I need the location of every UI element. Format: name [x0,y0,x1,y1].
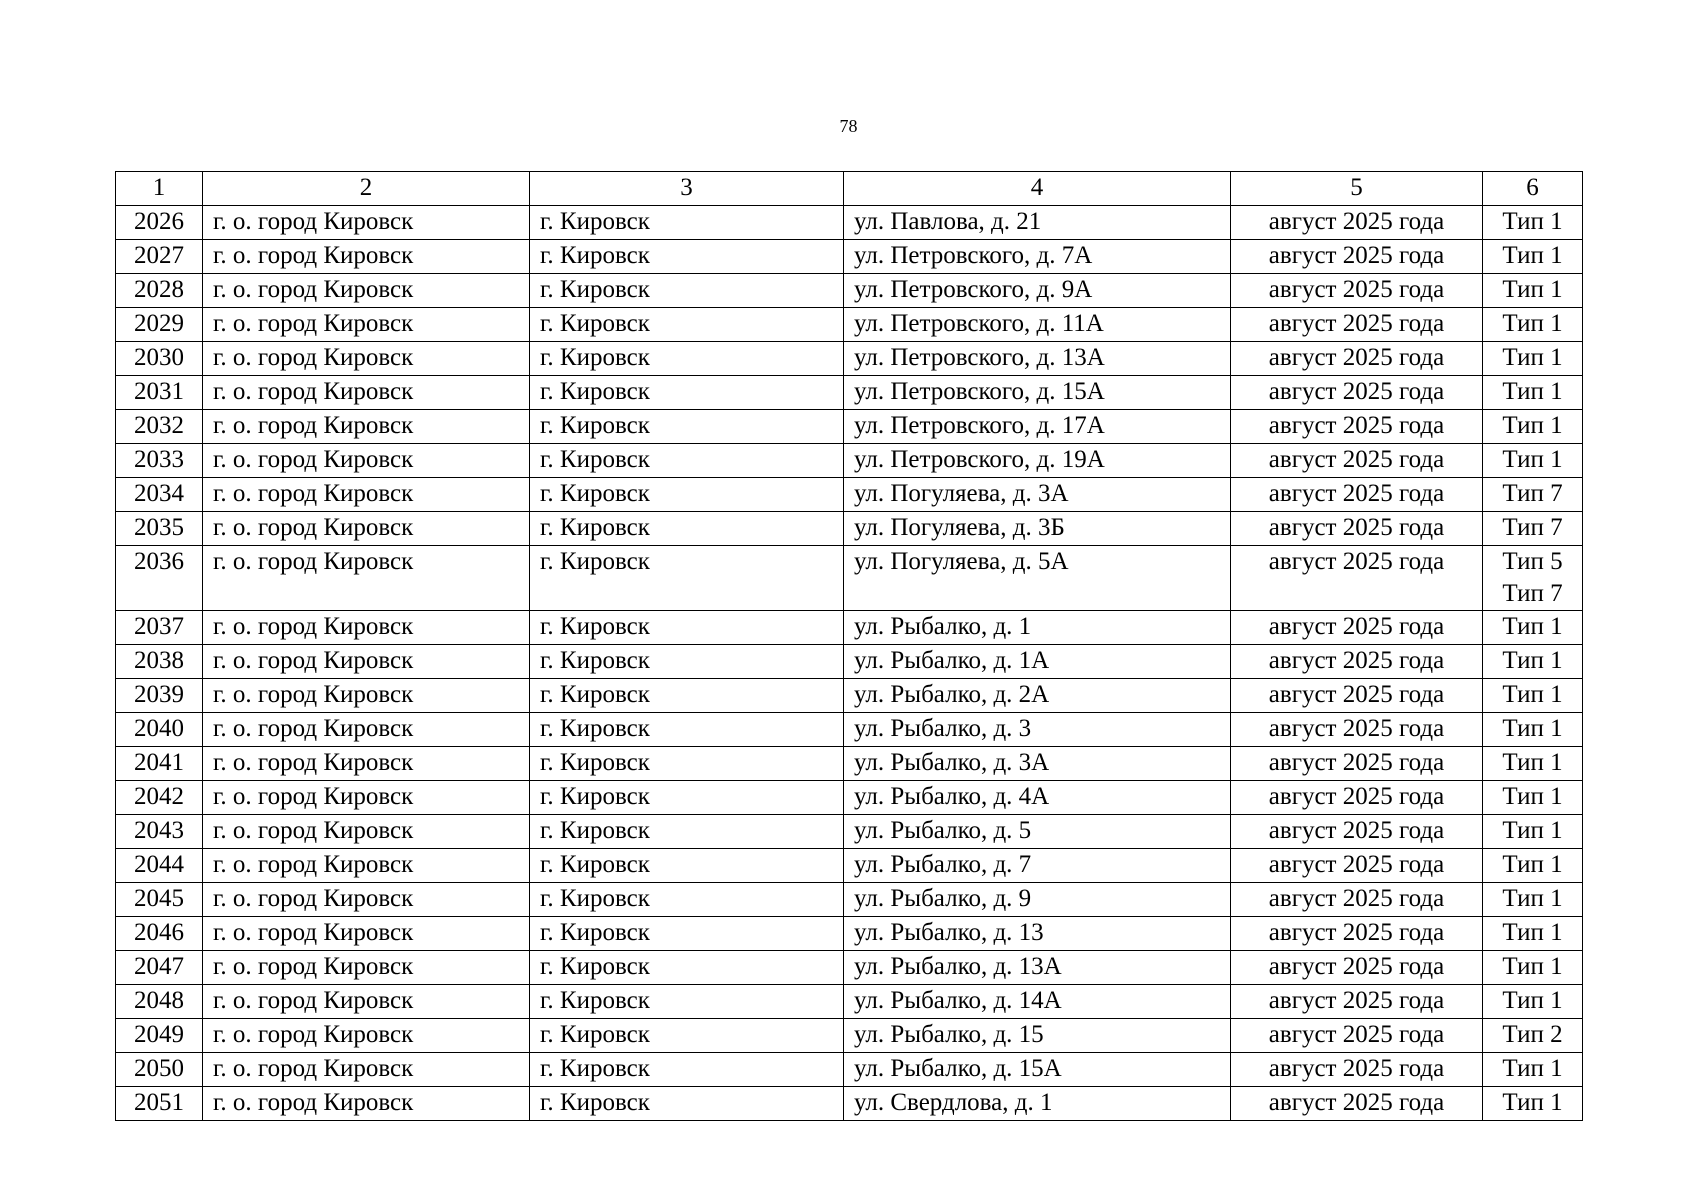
district-cell: г. о. город Кировск [203,410,530,444]
table-row [116,546,1583,611]
type-cell [1483,883,1583,917]
table-row [116,917,1583,951]
address-cell: ул. Рыбалко, д. 1А [844,645,1231,679]
address-cell: ул. Рыбалко, д. 4А [844,781,1231,815]
locality-cell: г. Кировск [530,611,844,645]
row-number-cell: 2042 [116,781,203,815]
date-cell: август 2025 года [1231,815,1483,849]
type-cell [1483,240,1583,274]
table-row [116,444,1583,478]
date-cell: август 2025 года [1231,342,1483,376]
address-cell: ул. Рыбалко, д. 15А [844,1053,1231,1087]
date-cell: август 2025 года [1231,611,1483,645]
type-cell [1483,679,1583,713]
district-cell: г. о. город Кировск [203,883,530,917]
type-label: Тип 7 [1502,514,1563,541]
type-cell [1483,206,1583,240]
district-cell: г. о. город Кировск [203,611,530,645]
district-cell: г. о. город Кировск [203,478,530,512]
type-cell [1483,781,1583,815]
address-cell: ул. Рыбалко, д. 2А [844,679,1231,713]
type-label: Тип 1 [1502,1089,1563,1116]
locality-cell: г. Кировск [530,1053,844,1087]
table-row [116,1087,1583,1121]
type-cell [1483,1019,1583,1053]
locality-cell: г. Кировск [530,546,844,611]
district-cell: г. о. город Кировск [203,815,530,849]
type-label: Тип 1 [1502,344,1563,371]
table-row [116,951,1583,985]
table-row [116,274,1583,308]
date-cell: август 2025 года [1231,781,1483,815]
type-label: Тип 1 [1502,378,1563,405]
locality-cell: г. Кировск [530,645,844,679]
address-cell: ул. Свердлова, д. 1 [844,1087,1231,1121]
type-cell [1483,951,1583,985]
type-cell [1483,512,1583,546]
row-number-cell: 2029 [116,308,203,342]
table-row [116,308,1583,342]
date-cell: август 2025 года [1231,747,1483,781]
table-row [116,985,1583,1019]
address-cell: ул. Рыбалко, д. 5 [844,815,1231,849]
type-label: Тип 1 [1502,783,1563,810]
district-cell: г. о. город Кировск [203,747,530,781]
type-cell [1483,985,1583,1019]
locality-cell: г. Кировск [530,1019,844,1053]
locality-cell: г. Кировск [530,376,844,410]
column-header: 2 [203,172,530,206]
row-number-cell: 2034 [116,478,203,512]
type-label: Тип 1 [1502,987,1563,1014]
type-label: Тип 1 [1502,1055,1563,1082]
type-cell [1483,713,1583,747]
district-cell: г. о. город Кировск [203,985,530,1019]
row-number-cell: 2028 [116,274,203,308]
table-row [116,883,1583,917]
table-row [116,240,1583,274]
row-number-cell: 2044 [116,849,203,883]
locality-cell: г. Кировск [530,815,844,849]
type-cell [1483,917,1583,951]
district-cell: г. о. город Кировск [203,308,530,342]
district-cell: г. о. город Кировск [203,274,530,308]
address-cell: ул. Рыбалко, д. 14А [844,985,1231,1019]
type-label: Тип 1 [1502,681,1563,708]
address-cell: ул. Рыбалко, д. 15 [844,1019,1231,1053]
type-cell [1483,747,1583,781]
locality-cell: г. Кировск [530,240,844,274]
table-row [116,747,1583,781]
row-number-cell: 2037 [116,611,203,645]
type-label: Тип 1 [1502,310,1563,337]
row-number-cell: 2033 [116,444,203,478]
address-table [115,171,1583,1121]
type-cell [1483,1053,1583,1087]
row-number-cell: 2049 [116,1019,203,1053]
address-cell: ул. Петровского, д. 13А [844,342,1231,376]
address-cell: ул. Петровского, д. 9А [844,274,1231,308]
address-cell: ул. Петровского, д. 7А [844,240,1231,274]
locality-cell: г. Кировск [530,985,844,1019]
date-cell: август 2025 года [1231,546,1483,611]
date-cell: август 2025 года [1231,849,1483,883]
type-label: Тип 1 [1502,817,1563,844]
row-number-cell: 2035 [116,512,203,546]
type-label: Тип 1 [1502,715,1563,742]
date-cell: август 2025 года [1231,883,1483,917]
type-label: Тип 1 [1502,647,1563,674]
locality-cell: г. Кировск [530,512,844,546]
date-cell: август 2025 года [1231,1019,1483,1053]
row-number-cell: 2039 [116,679,203,713]
table-row [116,206,1583,240]
district-cell: г. о. город Кировск [203,240,530,274]
date-cell: август 2025 года [1231,985,1483,1019]
type-cell [1483,815,1583,849]
table-row [116,713,1583,747]
district-cell: г. о. город Кировск [203,1019,530,1053]
column-header: 1 [116,172,203,206]
table-row [116,611,1583,645]
locality-cell: г. Кировск [530,679,844,713]
date-cell: август 2025 года [1231,240,1483,274]
locality-cell: г. Кировск [530,883,844,917]
row-number-cell: 2031 [116,376,203,410]
address-cell: ул. Погуляева, д. 3Б [844,512,1231,546]
district-cell: г. о. город Кировск [203,781,530,815]
locality-cell: г. Кировск [530,342,844,376]
district-cell: г. о. город Кировск [203,951,530,985]
address-cell: ул. Погуляева, д. 5А [844,546,1231,611]
type-label: Тип 1 [1502,613,1563,640]
row-number-cell: 2050 [116,1053,203,1087]
table-row [116,342,1583,376]
column-number-row [116,172,1583,206]
type-cell [1483,444,1583,478]
row-number-cell: 2047 [116,951,203,985]
district-cell: г. о. город Кировск [203,645,530,679]
column-header: 4 [844,172,1231,206]
row-number-cell: 2030 [116,342,203,376]
district-cell: г. о. город Кировск [203,512,530,546]
district-cell: г. о. город Кировск [203,1053,530,1087]
locality-cell: г. Кировск [530,274,844,308]
type-label: Тип 2 [1502,1021,1563,1048]
type-cell [1483,849,1583,883]
column-header: 3 [530,172,844,206]
table-row [116,410,1583,444]
table-row [116,679,1583,713]
row-number-cell: 2045 [116,883,203,917]
date-cell: август 2025 года [1231,376,1483,410]
type-label: Тип 1 [1502,749,1563,776]
locality-cell: г. Кировск [530,713,844,747]
type-label: Тип 5 [1502,548,1563,575]
district-cell: г. о. город Кировск [203,849,530,883]
table-row [116,376,1583,410]
date-cell: август 2025 года [1231,274,1483,308]
table-row [116,645,1583,679]
locality-cell: г. Кировск [530,410,844,444]
address-cell: ул. Погуляева, д. 3А [844,478,1231,512]
type-label: Тип 1 [1502,919,1563,946]
date-cell: август 2025 года [1231,917,1483,951]
locality-cell: г. Кировск [530,1087,844,1121]
type-cell [1483,410,1583,444]
table-row [116,849,1583,883]
table-row [116,478,1583,512]
type-cell [1483,1087,1583,1121]
row-number-cell: 2040 [116,713,203,747]
locality-cell: г. Кировск [530,917,844,951]
date-cell: август 2025 года [1231,713,1483,747]
row-number-cell: 2032 [116,410,203,444]
row-number-cell: 2038 [116,645,203,679]
locality-cell: г. Кировск [530,308,844,342]
district-cell: г. о. город Кировск [203,679,530,713]
address-cell: ул. Петровского, д. 15А [844,376,1231,410]
district-cell: г. о. город Кировск [203,713,530,747]
type-label: Тип 1 [1502,412,1563,439]
locality-cell: г. Кировск [530,951,844,985]
district-cell: г. о. город Кировск [203,917,530,951]
locality-cell: г. Кировск [530,206,844,240]
date-cell: август 2025 года [1231,478,1483,512]
row-number-cell: 2041 [116,747,203,781]
type-cell [1483,645,1583,679]
date-cell: август 2025 года [1231,951,1483,985]
address-cell: ул. Павлова, д. 21 [844,206,1231,240]
date-cell: август 2025 года [1231,1087,1483,1121]
type-label: Тип 1 [1502,242,1563,269]
column-header: 5 [1231,172,1483,206]
type-cell [1483,611,1583,645]
type-label: Тип 1 [1502,851,1563,878]
type-label: Тип 7 [1502,580,1563,607]
address-cell: ул. Рыбалко, д. 13А [844,951,1231,985]
row-number-cell: 2027 [116,240,203,274]
address-cell: ул. Рыбалко, д. 9 [844,883,1231,917]
type-label: Тип 1 [1502,208,1563,235]
page-number: 78 [839,116,858,136]
row-number-cell: 2036 [116,546,203,611]
type-cell [1483,274,1583,308]
type-cell [1483,546,1583,611]
type-label: Тип 1 [1502,953,1563,980]
type-label: Тип 1 [1502,276,1563,303]
address-cell: ул. Рыбалко, д. 3 [844,713,1231,747]
table-row [116,1019,1583,1053]
district-cell: г. о. город Кировск [203,1087,530,1121]
date-cell: август 2025 года [1231,410,1483,444]
address-cell: ул. Петровского, д. 11А [844,308,1231,342]
date-cell: август 2025 года [1231,1053,1483,1087]
table-row [116,1053,1583,1087]
address-cell: ул. Петровского, д. 17А [844,410,1231,444]
date-cell: август 2025 года [1231,206,1483,240]
locality-cell: г. Кировск [530,781,844,815]
type-label: Тип 7 [1502,480,1563,507]
address-cell: ул. Рыбалко, д. 7 [844,849,1231,883]
date-cell: август 2025 года [1231,679,1483,713]
locality-cell: г. Кировск [530,747,844,781]
date-cell: август 2025 года [1231,645,1483,679]
address-cell: ул. Рыбалко, д. 3А [844,747,1231,781]
locality-cell: г. Кировск [530,849,844,883]
district-cell: г. о. город Кировск [203,444,530,478]
row-number-cell: 2051 [116,1087,203,1121]
table-row [116,781,1583,815]
date-cell: август 2025 года [1231,512,1483,546]
address-cell: ул. Петровского, д. 19А [844,444,1231,478]
address-cell: ул. Рыбалко, д. 13 [844,917,1231,951]
type-label: Тип 1 [1502,446,1563,473]
table-row [116,815,1583,849]
district-cell: г. о. город Кировск [203,546,530,611]
type-cell [1483,342,1583,376]
row-number-cell: 2048 [116,985,203,1019]
date-cell: август 2025 года [1231,444,1483,478]
address-cell: ул. Рыбалко, д. 1 [844,611,1231,645]
table-body [116,206,1583,1121]
district-cell: г. о. город Кировск [203,342,530,376]
date-cell: август 2025 года [1231,308,1483,342]
column-header: 6 [1483,172,1583,206]
locality-cell: г. Кировск [530,478,844,512]
row-number-cell: 2026 [116,206,203,240]
locality-cell: г. Кировск [530,444,844,478]
table-row [116,512,1583,546]
row-number-cell: 2043 [116,815,203,849]
district-cell: г. о. город Кировск [203,376,530,410]
type-cell [1483,308,1583,342]
type-cell [1483,478,1583,512]
type-cell [1483,376,1583,410]
district-cell: г. о. город Кировск [203,206,530,240]
type-label: Тип 1 [1502,885,1563,912]
row-number-cell: 2046 [116,917,203,951]
